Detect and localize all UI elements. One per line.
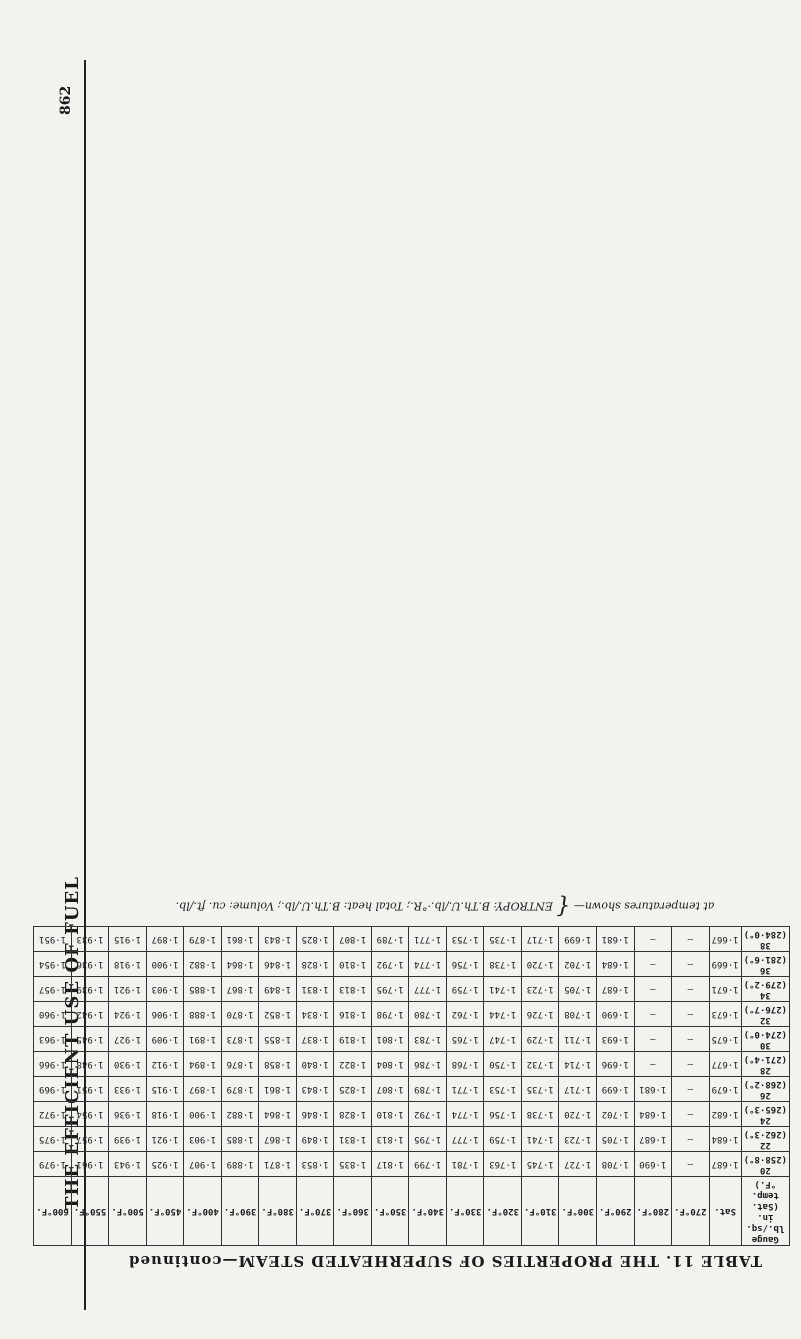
table-cell: 1·729 xyxy=(521,1027,559,1052)
row-sat-temp: (268·2°) xyxy=(743,1079,787,1089)
table-cell: 1·741 xyxy=(521,1127,559,1152)
table-cell: 1·822 xyxy=(334,1052,372,1077)
table-cell: 1·669 xyxy=(709,952,741,977)
table-cell: 1·702 xyxy=(559,952,597,977)
table-cell: — xyxy=(672,927,710,952)
table-cell: 1·774 xyxy=(446,1102,484,1127)
table-cell: 1·831 xyxy=(296,977,334,1002)
table-cell: 1·756 xyxy=(484,1102,522,1127)
table-row xyxy=(34,927,790,952)
table-cell: 1·963 xyxy=(34,1027,72,1052)
column-header: 400°F. xyxy=(184,1177,222,1246)
table-cell: 1·945 xyxy=(71,1027,109,1052)
column-header: 310°F. xyxy=(521,1177,559,1246)
row-pressure: 24 xyxy=(759,1115,771,1125)
table-cell: 1·727 xyxy=(559,1152,597,1177)
table-cell: 1·745 xyxy=(521,1152,559,1177)
note-line-2: Total heat: B.Th.U./lb. xyxy=(281,899,404,913)
table-cell: — xyxy=(672,952,710,977)
table-row xyxy=(34,977,790,1002)
table-cell: 1·942 xyxy=(71,1002,109,1027)
table-cell: — xyxy=(634,977,672,1002)
column-header: 330°F. xyxy=(446,1177,484,1246)
table-cell: 1·948 xyxy=(71,1052,109,1077)
table-cell: 1·930 xyxy=(109,1052,147,1077)
table-cell: 1·924 xyxy=(109,1002,147,1027)
table-cell: 1·708 xyxy=(597,1152,635,1177)
table-cell: 1·789 xyxy=(409,1077,447,1102)
table-cell: 1·891 xyxy=(184,1027,222,1052)
table-cell: 1·771 xyxy=(409,927,447,952)
table-cell: 1·777 xyxy=(409,977,447,1002)
table-cell: 1·943 xyxy=(109,1152,147,1177)
column-header: 360°F. xyxy=(334,1177,372,1246)
table-cell: 1·684 xyxy=(634,1102,672,1127)
table-cell: 1·708 xyxy=(559,1002,597,1027)
column-header: Sat. xyxy=(709,1177,741,1246)
table-cell: 1·684 xyxy=(597,952,635,977)
row-sat-temp: (262·3°) xyxy=(743,1129,787,1139)
table-cell: 1·918 xyxy=(109,952,147,977)
table-cell: 1·954 xyxy=(34,952,72,977)
row-pressure-cell xyxy=(741,1052,789,1077)
table-cell: 1·828 xyxy=(296,952,334,977)
table-cell: 1·835 xyxy=(334,1152,372,1177)
table-cell: 1·789 xyxy=(371,927,409,952)
table-cell: 1·667 xyxy=(709,927,741,952)
table-cell: 1·939 xyxy=(109,1127,147,1152)
table-cell: 1·747 xyxy=(484,1027,522,1052)
table-cell: 1·975 xyxy=(34,1127,72,1152)
table-cell: 1·723 xyxy=(559,1127,597,1152)
table-cell: 1·831 xyxy=(334,1127,372,1152)
table-cell: — xyxy=(634,1027,672,1052)
note-line-3: Volume: cu. ft./lb. xyxy=(175,899,274,913)
table-cell: 1·873 xyxy=(221,1027,259,1052)
table-cell: 1·702 xyxy=(597,1102,635,1127)
table-cell: 1·684 xyxy=(709,1127,741,1152)
column-header: 300°F. xyxy=(559,1177,597,1246)
table-cell: 1·855 xyxy=(259,1027,297,1052)
table-cell: 1·861 xyxy=(221,927,259,952)
running-title: THE EFFICIENT USE OF FUEL xyxy=(62,876,83,1210)
table-cell: — xyxy=(672,1102,710,1127)
table-cell: 1·894 xyxy=(184,1052,222,1077)
note-after: at temperatures shown— xyxy=(573,899,715,913)
table-cell: 1·888 xyxy=(184,1002,222,1027)
table-cell: 1·954 xyxy=(71,1102,109,1127)
row-pressure-cell xyxy=(741,927,789,952)
table-cell: 1·675 xyxy=(709,1027,741,1052)
table-cell: 1·738 xyxy=(521,1102,559,1127)
column-header: 600°F. xyxy=(34,1177,72,1246)
table-cell: 1·840 xyxy=(296,1052,334,1077)
table-cell: 1·921 xyxy=(109,977,147,1002)
row-pressure: 38 xyxy=(759,940,771,950)
table-cell: 1·765 xyxy=(446,1027,484,1052)
table-cell: 1·759 xyxy=(484,1127,522,1152)
table-cell: 1·723 xyxy=(521,977,559,1002)
row-pressure-cell xyxy=(741,977,789,1002)
row-pressure: 20 xyxy=(759,1165,771,1175)
table-cell: 1·889 xyxy=(221,1152,259,1177)
table-cell: 1·750 xyxy=(484,1052,522,1077)
table-row xyxy=(34,1127,790,1152)
table-cell: 1·720 xyxy=(521,952,559,977)
table-cell: 1·825 xyxy=(296,927,334,952)
table-cell: 1·807 xyxy=(334,927,372,952)
table-cell: 1·861 xyxy=(259,1077,297,1102)
row-pressure: 26 xyxy=(759,1090,771,1100)
table-cell: 1·858 xyxy=(259,1052,297,1077)
table-cell: 1·732 xyxy=(521,1052,559,1077)
table-cell: 1·879 xyxy=(184,927,222,952)
table-cell: 1·810 xyxy=(334,952,372,977)
table-cell: 1·843 xyxy=(259,927,297,952)
column-header: 550°F. xyxy=(71,1177,109,1246)
row-sat-temp: (279·2°) xyxy=(743,979,787,989)
table-cell: 1·819 xyxy=(334,1027,372,1052)
table-cell: 1·705 xyxy=(559,977,597,1002)
row-sat-temp: (271·4°) xyxy=(743,1054,787,1064)
table-title: TABLE 11. THE PROPERTIES OF SUPERHEATED STEAM—continued xyxy=(127,1252,763,1270)
table-cell: 1·717 xyxy=(559,1077,597,1102)
row-sat-temp: (274·0°) xyxy=(743,1029,787,1039)
table-cell: 1·673 xyxy=(709,1002,741,1027)
row-pressure: 30 xyxy=(759,1040,771,1050)
column-header: 350°F. xyxy=(371,1177,409,1246)
row-pressure-cell xyxy=(741,1027,789,1052)
table-cell: 1·853 xyxy=(296,1152,334,1177)
table-cell: — xyxy=(672,977,710,1002)
table-cell: 1·885 xyxy=(221,1127,259,1152)
row-pressure-cell xyxy=(741,1102,789,1127)
table-cell: 1·915 xyxy=(109,927,147,952)
table-cell: 1·828 xyxy=(334,1102,372,1127)
table-cell: — xyxy=(634,927,672,952)
note-line-1: ENTROPY: B.Th.U./lb.·°R. xyxy=(410,899,553,913)
table-cell: 1·763 xyxy=(484,1152,522,1177)
table-cell: 1·753 xyxy=(484,1077,522,1102)
table-row xyxy=(34,1077,790,1102)
table-cell: 1·969 xyxy=(34,1077,72,1102)
table-cell: 1·907 xyxy=(184,1152,222,1177)
column-header: 280°F. xyxy=(634,1177,672,1246)
row-pressure-cell xyxy=(741,952,789,977)
table-cell: 1·867 xyxy=(221,977,259,1002)
table-cell: 1·849 xyxy=(259,977,297,1002)
row-pressure-cell xyxy=(741,1077,789,1102)
table-cell: 1·957 xyxy=(34,977,72,1002)
table-cell: — xyxy=(634,1002,672,1027)
table-cell: 1·786 xyxy=(409,1052,447,1077)
table-cell: 1·837 xyxy=(296,1027,334,1052)
table-cell: 1·864 xyxy=(221,952,259,977)
table-cell: — xyxy=(672,1002,710,1027)
column-header: 450°F. xyxy=(146,1177,184,1246)
table-cell: 1·867 xyxy=(259,1127,297,1152)
table-cell: 1·738 xyxy=(484,952,522,977)
table-cell: 1·933 xyxy=(71,927,109,952)
table-cell: 1·696 xyxy=(597,1052,635,1077)
table-cell: — xyxy=(672,1127,710,1152)
table-row xyxy=(34,1102,790,1127)
column-header: Gauge lb./sq. in. (Sat. temp. °F.) xyxy=(741,1177,789,1246)
table-cell: 1·741 xyxy=(484,977,522,1002)
table-row xyxy=(34,1002,790,1027)
row-pressure: 32 xyxy=(759,1015,771,1025)
table-cell: 1·677 xyxy=(709,1052,741,1077)
steam-properties-table xyxy=(33,926,790,1246)
table-cell: 1·939 xyxy=(71,977,109,1002)
table-cell: 1·852 xyxy=(259,1002,297,1027)
table-cell: 1·687 xyxy=(634,1127,672,1152)
table-cell: 1·717 xyxy=(521,927,559,952)
table-cell: 1·849 xyxy=(296,1127,334,1152)
row-pressure: 28 xyxy=(759,1065,771,1075)
table-cell: 1·816 xyxy=(334,1002,372,1027)
table-cell: 1·957 xyxy=(71,1127,109,1152)
table-header-row xyxy=(34,1177,790,1246)
table-cell: 1·777 xyxy=(446,1127,484,1152)
table-row xyxy=(34,1027,790,1052)
table-cell: 1·744 xyxy=(484,1002,522,1027)
table-cell: 1·687 xyxy=(597,977,635,1002)
column-header: 370°F. xyxy=(296,1177,334,1246)
table-cell: 1·921 xyxy=(146,1127,184,1152)
table-cell: 1·871 xyxy=(259,1152,297,1177)
table-cell: 1·671 xyxy=(709,977,741,1002)
table-cell: 1·714 xyxy=(559,1052,597,1077)
table-cell: 1·798 xyxy=(371,1002,409,1027)
table-cell: 1·933 xyxy=(109,1077,147,1102)
row-pressure: 22 xyxy=(759,1140,771,1150)
table-cell: 1·972 xyxy=(34,1102,72,1127)
column-header: 270°F. xyxy=(672,1177,710,1246)
row-sat-temp: (281·6°) xyxy=(743,954,787,964)
table-cell: 1·810 xyxy=(371,1102,409,1127)
table-cell: 1·699 xyxy=(597,1077,635,1102)
table-cell: 1·795 xyxy=(371,977,409,1002)
table-cell: 1·792 xyxy=(409,1102,447,1127)
table-cell: — xyxy=(672,1027,710,1052)
table-cell: 1·774 xyxy=(409,952,447,977)
table-cell: 1·960 xyxy=(34,1002,72,1027)
table-cell: 1·781 xyxy=(446,1152,484,1177)
table-cell: 1·807 xyxy=(371,1077,409,1102)
table-cell: 1·918 xyxy=(146,1102,184,1127)
table-cell: 1·720 xyxy=(559,1102,597,1127)
row-sat-temp: (265·3°) xyxy=(743,1104,787,1114)
table-row xyxy=(34,952,790,977)
table-cell: 1·795 xyxy=(409,1127,447,1152)
table-cell: 1·909 xyxy=(146,1027,184,1052)
table-cell: 1·690 xyxy=(634,1152,672,1177)
table-cell: 1·879 xyxy=(221,1077,259,1102)
table-cell: 1·912 xyxy=(146,1052,184,1077)
table-cell: 1·759 xyxy=(446,977,484,1002)
table-cell: — xyxy=(672,1077,710,1102)
table-cell: 1·799 xyxy=(409,1152,447,1177)
table-cell: 1·813 xyxy=(334,977,372,1002)
table-cell: — xyxy=(672,1152,710,1177)
table-cell: 1·936 xyxy=(71,952,109,977)
table-cell: 1·885 xyxy=(184,977,222,1002)
table-cell: 1·780 xyxy=(409,1002,447,1027)
row-pressure: 36 xyxy=(759,965,771,975)
table-cell: 1·979 xyxy=(34,1152,72,1177)
column-header: 340°F. xyxy=(409,1177,447,1246)
column-header: 500°F. xyxy=(109,1177,147,1246)
table-cell: 1·900 xyxy=(184,1102,222,1127)
table-cell: 1·681 xyxy=(634,1077,672,1102)
table-cell: 1·915 xyxy=(146,1077,184,1102)
table-cell: 1·726 xyxy=(521,1002,559,1027)
row-pressure-cell xyxy=(741,1152,789,1177)
table-cell: 1·817 xyxy=(371,1152,409,1177)
table-cell: 1·753 xyxy=(446,927,484,952)
column-header: 320°F. xyxy=(484,1177,522,1246)
table-cell: 1·951 xyxy=(71,1077,109,1102)
page-number: 862 xyxy=(58,85,74,115)
table-cell: 1·792 xyxy=(371,952,409,977)
table-cell: 1·906 xyxy=(146,1002,184,1027)
column-header: 380°F. xyxy=(259,1177,297,1246)
table-cell: 1·900 xyxy=(146,952,184,977)
table-row xyxy=(34,1152,790,1177)
table-note: at temperatures shown— { ENTROPY: B.Th.U./lb.·°R.; Total heat: B.Th.U./lb.; Volume: cu. ft./lb. xyxy=(175,893,715,918)
table-cell: 1·681 xyxy=(597,927,635,952)
table-cell: 1·882 xyxy=(221,1102,259,1127)
table-cell: 1·834 xyxy=(296,1002,334,1027)
table-cell: 1·735 xyxy=(484,927,522,952)
table-cell: 1·711 xyxy=(559,1027,597,1052)
table-cell: 1·882 xyxy=(184,952,222,977)
table-cell: 1·804 xyxy=(371,1052,409,1077)
table-cell: 1·762 xyxy=(446,1002,484,1027)
table-cell: 1·961 xyxy=(71,1152,109,1177)
table-cell: 1·936 xyxy=(109,1102,147,1127)
table-cell: 1·951 xyxy=(34,927,72,952)
table-cell: 1·927 xyxy=(109,1027,147,1052)
table-cell: 1·699 xyxy=(559,927,597,952)
row-sat-temp: (284·0°) xyxy=(743,929,787,939)
table-cell: 1·870 xyxy=(221,1002,259,1027)
table-cell: 1·925 xyxy=(146,1152,184,1177)
table-cell: — xyxy=(672,1052,710,1077)
row-sat-temp: (276·7°) xyxy=(743,1004,787,1014)
table-cell: 1·843 xyxy=(296,1077,334,1102)
table-cell: 1·768 xyxy=(446,1052,484,1077)
table-cell: 1·897 xyxy=(184,1077,222,1102)
table-cell: 1·756 xyxy=(446,952,484,977)
table-cell: 1·864 xyxy=(259,1102,297,1127)
table-cell: 1·966 xyxy=(34,1052,72,1077)
table-cell: 1·903 xyxy=(146,977,184,1002)
table-cell: 1·825 xyxy=(334,1077,372,1102)
table-cell: 1·687 xyxy=(709,1152,741,1177)
table-cell: 1·846 xyxy=(259,952,297,977)
table-cell: 1·735 xyxy=(521,1077,559,1102)
row-pressure-cell xyxy=(741,1002,789,1027)
table-cell: 1·690 xyxy=(597,1002,635,1027)
column-header: 290°F. xyxy=(597,1177,635,1246)
row-pressure: 34 xyxy=(759,990,771,1000)
table-row xyxy=(34,1052,790,1077)
row-pressure-cell xyxy=(741,1127,789,1152)
table-cell: 1·903 xyxy=(184,1127,222,1152)
row-sat-temp: (258·8°) xyxy=(743,1154,787,1164)
table-cell: 1·876 xyxy=(221,1052,259,1077)
table-cell: 1·897 xyxy=(146,927,184,952)
table-cell: — xyxy=(634,1052,672,1077)
table-cell: 1·846 xyxy=(296,1102,334,1127)
table-cell: 1·801 xyxy=(371,1027,409,1052)
table-body xyxy=(34,927,790,1177)
note-brace: { xyxy=(556,893,571,918)
table-cell: 1·783 xyxy=(409,1027,447,1052)
table-cell: 1·682 xyxy=(709,1102,741,1127)
column-header: 390°F. xyxy=(221,1177,259,1246)
table-cell: 1·705 xyxy=(597,1127,635,1152)
table-cell: 1·813 xyxy=(371,1127,409,1152)
table-cell: 1·679 xyxy=(709,1077,741,1102)
table-cell: 1·771 xyxy=(446,1077,484,1102)
table-cell: — xyxy=(634,952,672,977)
table-cell: 1·693 xyxy=(597,1027,635,1052)
